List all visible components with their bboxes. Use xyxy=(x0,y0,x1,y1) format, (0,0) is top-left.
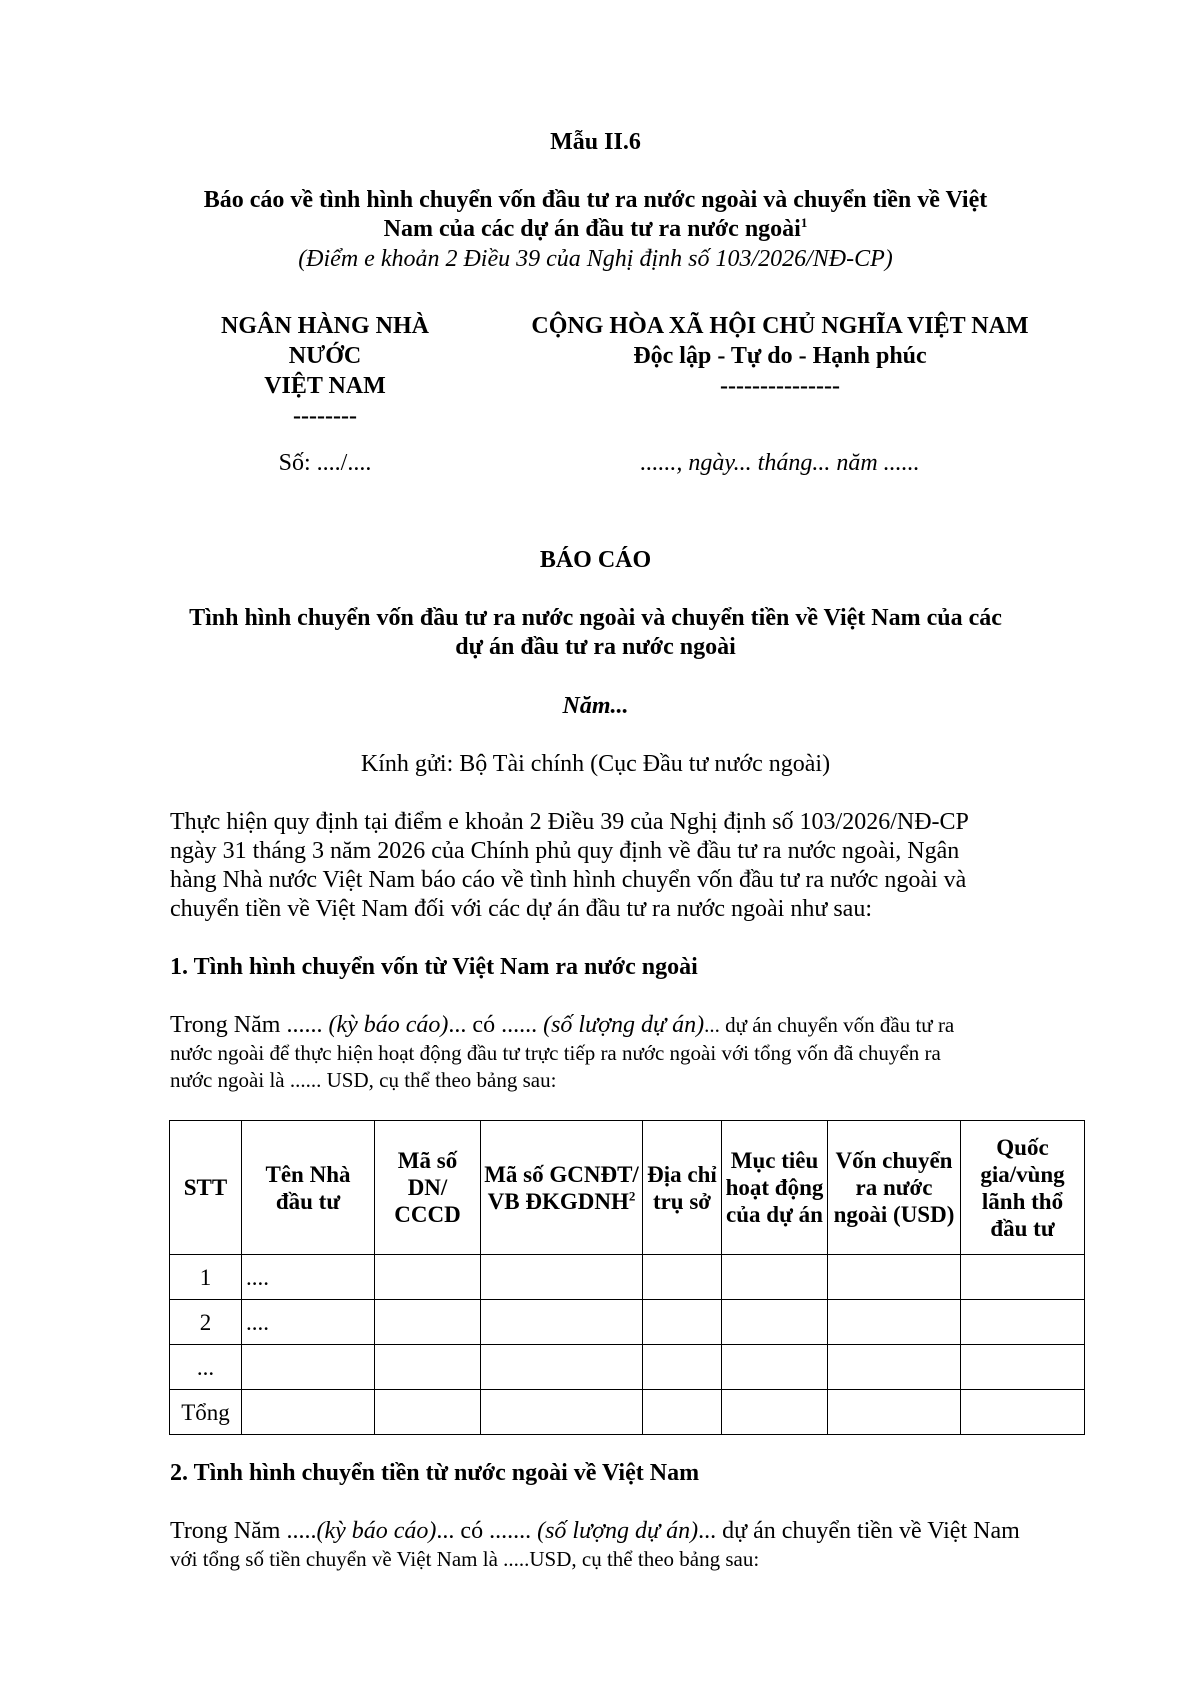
republic-divider: --------------- xyxy=(720,373,840,399)
col-header-capital: Vốn chuyển ra nước ngoài (USD) xyxy=(828,1121,961,1255)
cell xyxy=(828,1255,961,1300)
table-row xyxy=(170,1300,1085,1345)
cell xyxy=(828,1345,961,1390)
cell xyxy=(481,1390,643,1435)
cell xyxy=(961,1390,1085,1435)
legal-reference: (Điểm e khoản 2 Điều 39 của Nghị định số 103/2026/NĐ-CP) xyxy=(298,246,893,272)
document-title-line-2 xyxy=(0,214,1191,244)
document-title-line-2-text: Nam của các dự án đầu tư ra nước ngoài xyxy=(383,216,801,242)
section-2-paragraph-line-2: với tổng số tiền chuyển về Việt Nam là .....USD, cụ thể theo bảng sau: xyxy=(170,1547,760,1571)
cell xyxy=(961,1300,1085,1345)
agency-name-line-1: NGÂN HÀNG NHÀ xyxy=(221,313,429,339)
cell xyxy=(375,1255,481,1300)
document-date: ......, ngày... tháng... năm ...... xyxy=(640,450,920,476)
intro-line-4: chuyển tiền về Việt Nam đối với các dự án đầu tư ra nước ngoài như sau: xyxy=(170,896,872,922)
row-stt: 2 xyxy=(170,1300,242,1345)
section-2-heading: 2. Tình hình chuyển tiền từ nước ngoài về Việt Nam xyxy=(170,1460,700,1486)
cell xyxy=(643,1255,722,1300)
national-motto: Độc lập - Tự do - Hạnh phúc xyxy=(633,343,927,369)
recipient: Kính gửi: Bộ Tài chính (Cục Đầu tư nước ngoài) xyxy=(360,751,831,777)
cell xyxy=(643,1390,722,1435)
row-investor xyxy=(242,1345,375,1390)
form-code: Mẫu II.6 xyxy=(550,129,641,155)
col-header-objective: Mục tiêu hoạt động của dự án xyxy=(722,1121,828,1255)
col-header-cert-code xyxy=(481,1121,643,1255)
s1-period: (kỳ báo cáo) xyxy=(328,1012,449,1038)
national-title: CỘNG HÒA XÃ HỘI CHỦ NGHĨA VIỆT NAM xyxy=(531,313,1029,339)
report-heading: BÁO CÁO xyxy=(539,547,652,573)
intro-line-1: Thực hiện quy định tại điểm e khoản 2 Điều 39 của Nghị định số 103/2026/NĐ-CP xyxy=(170,809,969,835)
cell xyxy=(722,1345,828,1390)
row-stt: ... xyxy=(170,1345,242,1390)
table-total-row xyxy=(170,1390,1085,1435)
col-header-country: Quốc gia/vùng lãnh thổ đầu tư xyxy=(961,1121,1085,1255)
s2-suffix: ... dự án chuyển tiền về Việt Nam xyxy=(698,1518,1020,1544)
cell xyxy=(375,1345,481,1390)
cell xyxy=(961,1255,1085,1300)
republic-block xyxy=(480,311,1080,401)
s2-count: (số lượng dự án) xyxy=(537,1518,699,1544)
s1-suffix: ... dự án chuyển vốn đầu tư ra xyxy=(704,1013,955,1037)
s2-mid: ... có ....... xyxy=(436,1518,532,1544)
cell xyxy=(375,1300,481,1345)
agency-block xyxy=(190,311,460,431)
cell xyxy=(722,1300,828,1345)
row-stt: 1 xyxy=(170,1255,242,1300)
cell xyxy=(481,1300,643,1345)
table-row xyxy=(170,1255,1085,1300)
cell xyxy=(961,1345,1085,1390)
row-investor xyxy=(242,1390,375,1435)
section-1-heading: 1. Tình hình chuyển vốn từ Việt Nam ra nước ngoài xyxy=(170,954,698,980)
cell xyxy=(643,1345,722,1390)
footnote-marker: 1 xyxy=(800,215,808,230)
cell xyxy=(643,1300,722,1345)
cell xyxy=(828,1390,961,1435)
table-header-row xyxy=(170,1121,1085,1255)
col-header-investor: Tên Nhà đầu tư xyxy=(242,1121,375,1255)
col-header-stt: STT xyxy=(170,1121,242,1255)
col-header-id-code: Mã số DN/ CCCD xyxy=(375,1121,481,1255)
row-total-label: Tổng xyxy=(170,1390,242,1435)
document-number: Số: ..../.... xyxy=(278,450,372,476)
capital-transfer-table xyxy=(169,1120,1085,1435)
section-1-paragraph-line-2: nước ngoài để thực hiện hoạt động đầu tư trực tiếp ra nước ngoài với tổng vốn đã chuyển ra xyxy=(170,1041,941,1065)
section-1-paragraph-line-1 xyxy=(170,1010,1090,1040)
footnote-marker: 2 xyxy=(628,1187,636,1203)
cell xyxy=(722,1390,828,1435)
intro-line-2: ngày 31 tháng 3 năm 2026 của Chính phủ quy định về đầu tư ra nước ngoài, Ngân xyxy=(170,838,960,864)
row-investor: .... xyxy=(242,1255,375,1300)
intro-line-3: hàng Nhà nước Việt Nam báo cáo về tình hình chuyển vốn đầu tư ra nước ngoài và xyxy=(170,867,967,893)
cell xyxy=(375,1390,481,1435)
s1-count: (số lượng dự án) xyxy=(543,1012,705,1038)
cell xyxy=(481,1345,643,1390)
agency-divider: -------- xyxy=(293,403,357,429)
document-title-line-1: Báo cáo về tình hình chuyển vốn đầu tư ra nước ngoài và chuyển tiền về Việt xyxy=(203,187,988,213)
report-year: Năm... xyxy=(562,693,629,719)
s1-prefix: Trong Năm ...... xyxy=(170,1012,323,1038)
table-row xyxy=(170,1345,1085,1390)
s2-prefix: Trong Năm ..... xyxy=(170,1518,317,1544)
col-header-cert-code-text: Mã số GCNĐT/ VB ĐKGDNH xyxy=(484,1161,639,1214)
cell xyxy=(828,1300,961,1345)
section-2-paragraph-line-1 xyxy=(170,1516,1090,1546)
agency-name-line-3: VIỆT NAM xyxy=(264,373,386,399)
row-investor: .... xyxy=(242,1300,375,1345)
cell xyxy=(722,1255,828,1300)
cell xyxy=(481,1255,643,1300)
report-subject-line-2: dự án đầu tư ra nước ngoài xyxy=(455,634,736,660)
section-1-paragraph-line-3: nước ngoài là ...... USD, cụ thể theo bảng sau: xyxy=(170,1068,557,1092)
s2-period: (kỳ báo cáo) xyxy=(316,1518,437,1544)
agency-name-line-2: NƯỚC xyxy=(288,343,362,369)
report-subject-line-1: Tình hình chuyển vốn đầu tư ra nước ngoài và chuyển tiền về Việt Nam của các xyxy=(189,605,1002,631)
s1-mid: ... có ...... xyxy=(448,1012,538,1038)
col-header-address: Địa chỉ trụ sở xyxy=(643,1121,722,1255)
